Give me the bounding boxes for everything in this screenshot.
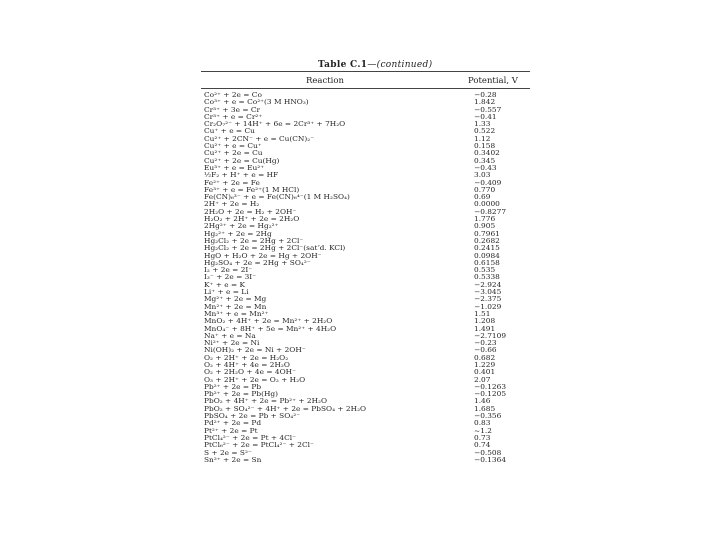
potential-cell: −0.23 — [474, 339, 497, 348]
reaction-cell: PbO₂ + SO₄²⁻ + 4H⁺ + 2e = PbSO₄ + 2H₂O — [204, 404, 367, 413]
potential-cell: 0.3402 — [474, 149, 500, 158]
reaction-cell: Fe³⁺ + e = Fe²⁺(1 M HCl) — [204, 185, 300, 194]
reaction-cell: Pt²⁺ + 2e = Pt — [204, 426, 258, 435]
potential-cell: 1.208 — [474, 317, 496, 326]
potential-cell: 0.770 — [474, 185, 496, 194]
potential-cell: 0.6158 — [474, 258, 500, 267]
potential-cell: 1.33 — [474, 120, 491, 129]
reaction-cell: Pb²⁺ + 2e = Pb(Hg) — [204, 390, 279, 399]
reaction-cell: Sn²⁺ + 2e = Sn — [204, 455, 262, 464]
reaction-cell: PtCl₄²⁻ + 2e = Pt + 4Cl⁻ — [204, 433, 297, 442]
potential-cell: −0.356 — [474, 412, 502, 421]
reaction-cell: 2H₂O + 2e = H₂ + 2OH⁻ — [204, 207, 297, 216]
reaction-cell: Cu²⁺ + 2CN⁻ + e = Cu(CN)₂⁻ — [204, 134, 315, 143]
reaction-cell: Pd²⁺ + 2e = Pd — [204, 419, 262, 428]
reaction-cell: Cu⁺ + e = Cu — [204, 127, 255, 136]
reaction-cell: MnO₂ + 4H⁺ + 2e = Mn²⁺ + 2H₂O — [204, 317, 333, 326]
potential-cell: 0.2682 — [474, 236, 500, 245]
reaction-cell: I₂ + 2e = 2I⁻ — [204, 266, 253, 275]
reaction-cell: Mg²⁺ + 2e = Mg — [204, 295, 267, 304]
reaction-cell: I₃⁻ + 2e = 3I⁻ — [204, 273, 257, 282]
potential-cell: 1.229 — [474, 360, 496, 369]
reaction-cell: O₂ + 2H⁺ + 2e = H₂O₂ — [204, 353, 289, 362]
potential-cell: ~1.2 — [474, 426, 492, 435]
reaction-cell: Mn³⁺ + e = Mn²⁺ — [204, 309, 269, 318]
potential-cell: −0.8277 — [474, 207, 507, 216]
reaction-cell: Hg₂Cl₂ + 2e = 2Hg + 2Cl⁻(satʼd. KCl) — [204, 244, 346, 253]
table-title — [318, 60, 432, 70]
potential-cell: −0.1205 — [474, 390, 507, 399]
column-header-potential: Potential, V — [468, 76, 518, 86]
reaction-cell: Hg₂Cl₂ + 2e = 2Hg + 2Cl⁻ — [204, 236, 304, 245]
potential-cell: −0.1364 — [474, 455, 507, 464]
reaction-cell: MnO₄⁻ + 8H⁺ + 5e = Mn²⁺ + 4H₂O — [204, 324, 337, 333]
potential-cell: 0.535 — [474, 266, 496, 275]
potential-cell: 0.522 — [474, 127, 496, 136]
top-rule — [201, 71, 530, 72]
reaction-cell: O₃ + 2H⁺ + 2e = O₂ + H₂O — [204, 375, 306, 384]
reaction-cell: Cu²⁺ + e = Cu⁺ — [204, 142, 262, 151]
potential-cell: −0.28 — [474, 91, 497, 99]
potential-cell: −3.045 — [474, 288, 502, 297]
reaction-cell: Ni²⁺ + 2e = Ni — [204, 339, 260, 348]
potential-cell: 2.07 — [474, 375, 491, 384]
potential-cell: 1.491 — [474, 324, 496, 333]
reaction-cell: Na⁺ + e = Na — [204, 331, 256, 340]
reaction-cell: Cr³⁺ + 3e = Cr — [204, 105, 261, 114]
potential-cell: 0.74 — [474, 441, 491, 450]
column-header-reaction: Reaction — [306, 76, 344, 86]
potential-cell: −2.7109 — [474, 331, 507, 340]
potential-cell: −0.557 — [474, 105, 502, 114]
potential-cell: 1.685 — [474, 404, 496, 413]
reaction-cell: Mn²⁺ + 2e = Mn — [204, 302, 267, 311]
potential-cell: 0.73 — [474, 433, 491, 442]
reaction-cell: Co³⁺ + e = Co²⁺(3 M HNO₃) — [204, 98, 309, 107]
potential-cell: 1.51 — [474, 309, 491, 318]
potential-cell: 0.83 — [474, 419, 491, 428]
reaction-cell: HgO + H₂O + 2e = Hg + 2OH⁻ — [204, 251, 322, 260]
potential-cell: −0.1263 — [474, 382, 507, 391]
potential-cell: 3.03 — [474, 171, 491, 180]
potential-cell: −1.029 — [474, 302, 502, 311]
reaction-cell: Cr³⁺ + e = Cr²⁺ — [204, 112, 263, 121]
reaction-cell: Fe²⁺ + 2e = Fe — [204, 178, 260, 187]
potential-cell: 0.0984 — [474, 251, 500, 260]
reaction-cell: Cu²⁺ + 2e = Cu — [204, 149, 263, 158]
header-rule — [201, 88, 530, 89]
potential-cell: −0.43 — [474, 163, 497, 172]
potential-cell: 1.46 — [474, 397, 491, 406]
potential-cell: 0.158 — [474, 142, 496, 151]
potential-cell: −0.508 — [474, 448, 502, 457]
potential-cell: 0.2415 — [474, 244, 500, 253]
reaction-cell: Fe(CN)₆³⁻ + e = Fe(CN)₆⁴⁻(1 M H₂SO₄) — [204, 193, 350, 202]
reaction-cell: Cr₂O₇²⁻ + 14H⁺ + 6e = 2Cr³⁺ + 7H₂O — [204, 120, 346, 129]
potential-cell: −0.66 — [474, 346, 497, 355]
potential-cell: 1.12 — [474, 134, 491, 143]
table-row — [204, 457, 530, 464]
reaction-cell: 2Hg²⁺ + 2e = Hg₂²⁺ — [204, 222, 279, 231]
table-title-suffix: —(continued) — [367, 60, 433, 70]
potential-cell: −0.41 — [474, 112, 497, 121]
potential-cell: 0.682 — [474, 353, 496, 362]
potential-cell: 0.5338 — [474, 273, 500, 282]
potential-cell: 0.0000 — [474, 200, 500, 209]
potential-cell: 0.345 — [474, 156, 496, 165]
potential-cell: 0.905 — [474, 222, 496, 231]
reaction-cell: Hg₂²⁺ + 2e = 2Hg — [204, 229, 272, 238]
reaction-cell: PtCl₆²⁻ + 2e = PtCl₄²⁻ + 2Cl⁻ — [204, 441, 314, 450]
reaction-cell: S + 2e = S²⁻ — [204, 448, 252, 457]
reaction-cell: Ni(OH)₂ + 2e = Ni + 2OH⁻ — [204, 346, 306, 355]
potential-cell: 0.401 — [474, 368, 496, 377]
potential-cell: −2.924 — [474, 280, 502, 289]
reaction-cell: Eu³⁺ + e = Eu²⁺ — [204, 163, 265, 172]
table-title-label: Table C.1 — [318, 60, 368, 70]
table-body — [204, 92, 530, 464]
reaction-cell: O₂ + 2H₂O + 4e = 4OH⁻ — [204, 368, 296, 377]
potential-cell: −2.375 — [474, 295, 502, 304]
reaction-cell: Cu²⁺ + 2e = Cu(Hg) — [204, 156, 280, 165]
reaction-cell: K⁺ + e = K — [204, 280, 246, 289]
potential-cell: 1.776 — [474, 215, 496, 224]
reaction-cell: Li⁺ + e = Li — [204, 288, 249, 297]
potential-cell: 1.842 — [474, 98, 496, 107]
reaction-cell: Co²⁺ + 2e = Co — [204, 91, 262, 99]
reaction-cell: PbO₂ + 4H⁺ + 2e = Pb²⁺ + 2H₂O — [204, 397, 328, 406]
reaction-cell: PbSO₄ + 2e = Pb + SO₄²⁻ — [204, 412, 301, 421]
reaction-cell: Hg₂SO₄ + 2e = 2Hg + SO₄²⁻ — [204, 258, 311, 267]
reaction-cell: ½F₂ + H⁺ + e = HF — [204, 171, 279, 180]
reaction-cell: O₂ + 4H⁺ + 4e = 2H₂O — [204, 360, 290, 369]
potential-cell: 0.7961 — [474, 229, 500, 238]
potential-cell: 0.69 — [474, 193, 491, 202]
reaction-cell: 2H⁺ + 2e = H₂ — [204, 200, 260, 209]
reaction-cell: Pb²⁺ + 2e = Pb — [204, 382, 262, 391]
reaction-cell: H₂O₂ + 2H⁺ + 2e = 2H₂O — [204, 215, 300, 224]
potential-cell: −0.409 — [474, 178, 502, 187]
